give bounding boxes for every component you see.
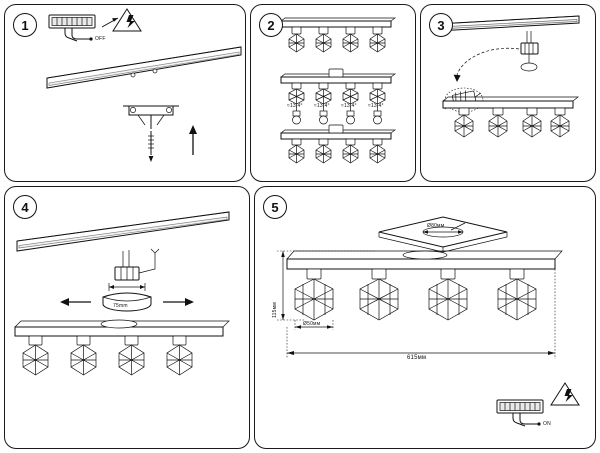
spotlight-bar-assembly [15,320,229,375]
spotlight-row-middle [281,69,395,124]
step-number-4-label: 4 [21,199,29,215]
length-615-label: 615мм [407,355,427,361]
spotlight-row-bottom [281,125,395,163]
spotlight-row-top [281,18,395,52]
angle-label-4: ≈13,4° [368,103,384,109]
curved-arrow-icon [454,48,519,82]
right-arrow-icon [163,298,194,306]
angle-label-2: ≈13,4° [314,103,330,109]
step-number-5 [263,195,287,219]
step-number-4 [13,195,37,219]
left-arrow-icon [60,298,91,306]
diameter-50-label: Ø50мм [303,321,321,327]
wire-connector-icon [521,31,538,71]
switch-on-label: ON [543,421,551,427]
base-plate-icon [103,249,159,311]
step-number-3-label: 3 [437,17,445,33]
step-number-1-label: 1 [21,17,29,33]
electric-hazard-icon [551,383,579,405]
height-115-label: 115мм [272,302,278,318]
panel-1-graphics [5,5,247,183]
panel-step-5 [254,186,596,449]
spotlight-bar-assembly [443,97,578,137]
step-number-2 [259,13,283,37]
panel-step-3 [420,4,596,182]
up-arrow-icon [189,125,197,155]
panel-step-4 [4,186,250,449]
ceiling-bar-icon [47,47,241,88]
switch-off-icon [49,15,95,41]
step-number-1 [13,13,37,37]
mounting-bracket-icon [123,106,179,129]
ceiling-bar-icon [17,212,229,251]
step-number-2-label: 2 [267,17,275,33]
step-number-5-label: 5 [271,199,279,215]
panel-5-graphics [255,187,597,450]
panel-4-graphics [5,187,251,450]
ceiling-bar-icon [437,16,579,31]
dimension-615mm [287,269,555,359]
switch-on-icon [497,400,543,426]
step-number-3 [429,13,453,37]
angle-label-3: ≈13,4° [341,103,357,109]
switch-off-label: OFF [95,36,106,42]
spotlight-bar-assembly [287,251,562,320]
dimension-75mm [109,283,145,291]
panel-step-1 [4,4,246,182]
angle-label-1: ≈13,4° [287,103,303,109]
diameter-80-label: Ø80мм [427,223,445,229]
screw-icon [148,131,154,162]
dimension-75mm-label: 75mm [113,303,128,309]
panel-step-2 [250,4,416,182]
electric-hazard-icon [113,9,141,31]
